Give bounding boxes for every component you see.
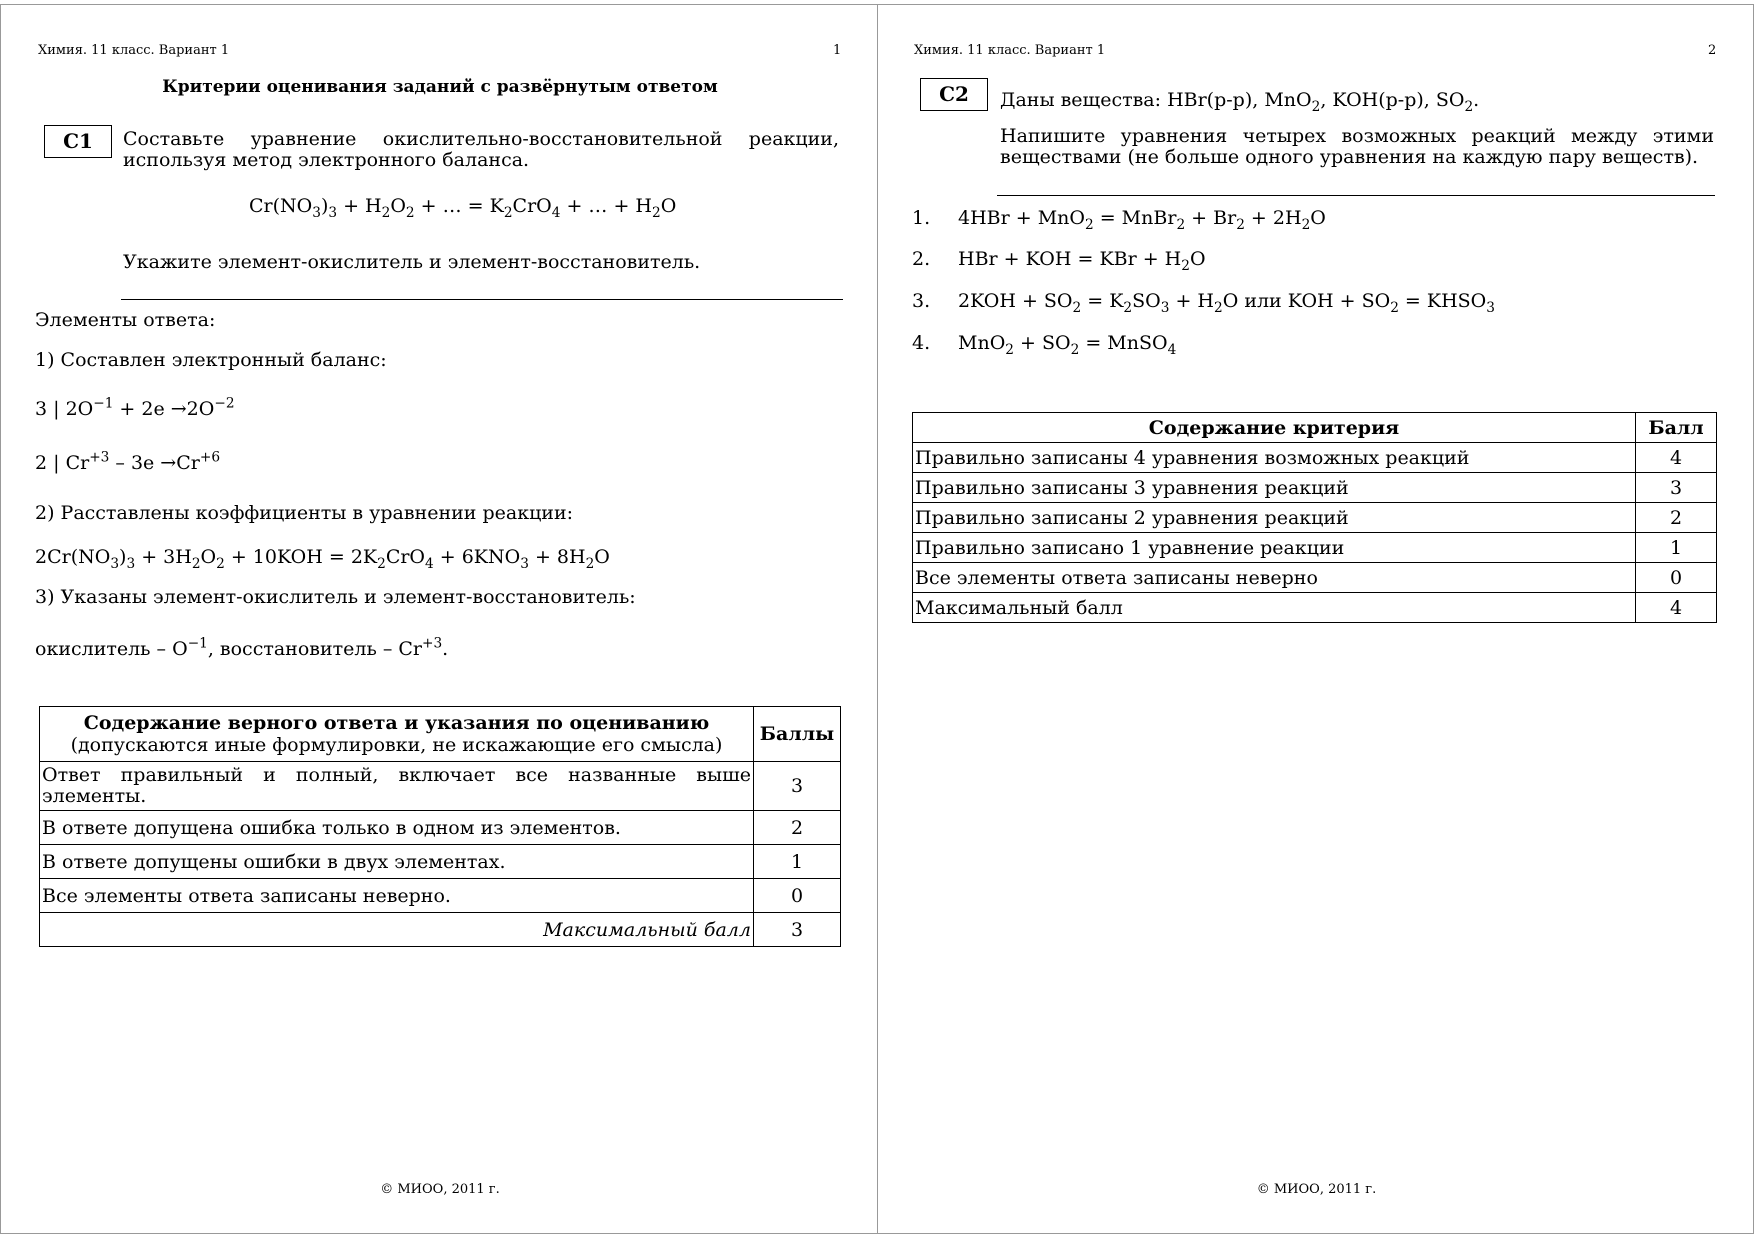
task-label-c1: С1	[44, 125, 112, 158]
step-2: 2) Расставлены коэффициенты в уравнении реакции:	[35, 502, 574, 524]
page-header: Химия. 11 класс. Вариант 1	[914, 43, 1106, 58]
table-row: В ответе допущена ошибка только в одном из элементов. 2	[40, 811, 841, 845]
page-number: 1	[833, 43, 842, 58]
table-row-max: Максимальный балл 4	[913, 593, 1717, 623]
page-2	[877, 4, 1754, 1234]
equation-2: HBr + KOH = KBr + $H_2O$	[958, 248, 1206, 274]
task-text: Составьте уравнение окислительно-восстановительной реакции, используя метод электронного баланса.	[123, 128, 839, 171]
step-1: 1) Составлен электронный баланс:	[35, 349, 387, 371]
grading-table	[39, 706, 841, 947]
equation-num: 4.	[912, 332, 931, 354]
oxidizer-line: окислитель – $O^{-1}$, восстановитель – $Cr^{+3}$.	[35, 635, 449, 660]
table-header-content: Содержание критерия	[913, 413, 1636, 443]
task-note: Укажите элемент-окислитель и элемент-восстановитель.	[123, 251, 701, 273]
table-header-score: Баллы	[754, 707, 841, 762]
table-row: Правильно записаны 2 уравнения реакций 2	[913, 503, 1717, 533]
task-intro: Даны вещества: HBr(р-р), MnO$_2$, KOH(р-р), $SO_2$.	[1000, 89, 1480, 115]
equation-3: $2KOH + SO_2 = K_2SO_3 + H_2O$ или KOH + $SO_2$ = $KHSO_3$	[958, 290, 1495, 316]
equation-1: 4HBr + MnO$_2$ = MnBr$_2$ + $Br_2 + 2H_2O$	[958, 207, 1326, 233]
table-row: В ответе допущены ошибки в двух элементах. 1	[40, 845, 841, 879]
balance-line-1: 3 | $2O^{-1} + 2e \to 2O^{-2}$	[35, 395, 235, 420]
answer-heading: Элементы ответа:	[35, 309, 216, 331]
task-label-c2: С2	[920, 78, 988, 111]
table-row: Ответ правильный и полный, включает все названные выше элементы. 3	[40, 762, 841, 811]
table-row: Правильно записаны 4 уравнения возможных реакций 4	[913, 443, 1717, 473]
divider	[121, 299, 843, 300]
table-row: Все элементы ответа записаны неверно 0	[913, 563, 1717, 593]
criteria-table	[912, 412, 1717, 623]
table-row: Все элементы ответа записаны неверно. 0	[40, 879, 841, 913]
table-row: Правильно записаны 3 уравнения реакций 3	[913, 473, 1717, 503]
full-equation: $2Cr(NO_3)_3 + 3H_2O_2 + 10KOH = 2K_2CrO_4 + 6KNO_3 + 8H_2O$	[35, 546, 610, 572]
page-1	[0, 4, 878, 1234]
page-number: 2	[1708, 43, 1717, 58]
table-header-content: Содержание верного ответа и указания по оцениванию (допускаются иные формулировки, не искажающие его смысла)	[40, 707, 754, 762]
step-3: 3) Указаны элемент-окислитель и элемент-восстановитель:	[35, 586, 636, 608]
task-text: Напишите уравнения четырех возможных реакций между этими веществами (не больше одного уравнения на каждую пару веществ).	[1000, 125, 1714, 168]
table-header-score: Балл	[1636, 413, 1717, 443]
table-row: Правильно записано 1 уравнение реакции 1	[913, 533, 1717, 563]
equation-num: 1.	[912, 207, 931, 229]
table-row-max: Максимальный балл 3	[40, 913, 841, 947]
task-equation: $Cr(NO_3)_3 + H_2O_2$ + … = $K_2CrO_4$ + … + $H_2O$	[249, 195, 677, 221]
page-title: Критерии оценивания заданий с развёрнутым ответом	[162, 77, 718, 97]
equation-num: 2.	[912, 248, 931, 270]
footer: © МИОО, 2011 г.	[1256, 1182, 1377, 1197]
equation-4: $MnO_2 + SO_2$ = MnSO$_4$	[958, 332, 1177, 358]
equation-num: 3.	[912, 290, 931, 312]
divider	[997, 195, 1715, 196]
page-header: Химия. 11 класс. Вариант 1	[38, 43, 230, 58]
footer: © МИОО, 2011 г.	[380, 1182, 500, 1197]
balance-line-2: 2 | $Cr^{+3} - 3e \to Cr^{+6}$	[35, 449, 221, 474]
